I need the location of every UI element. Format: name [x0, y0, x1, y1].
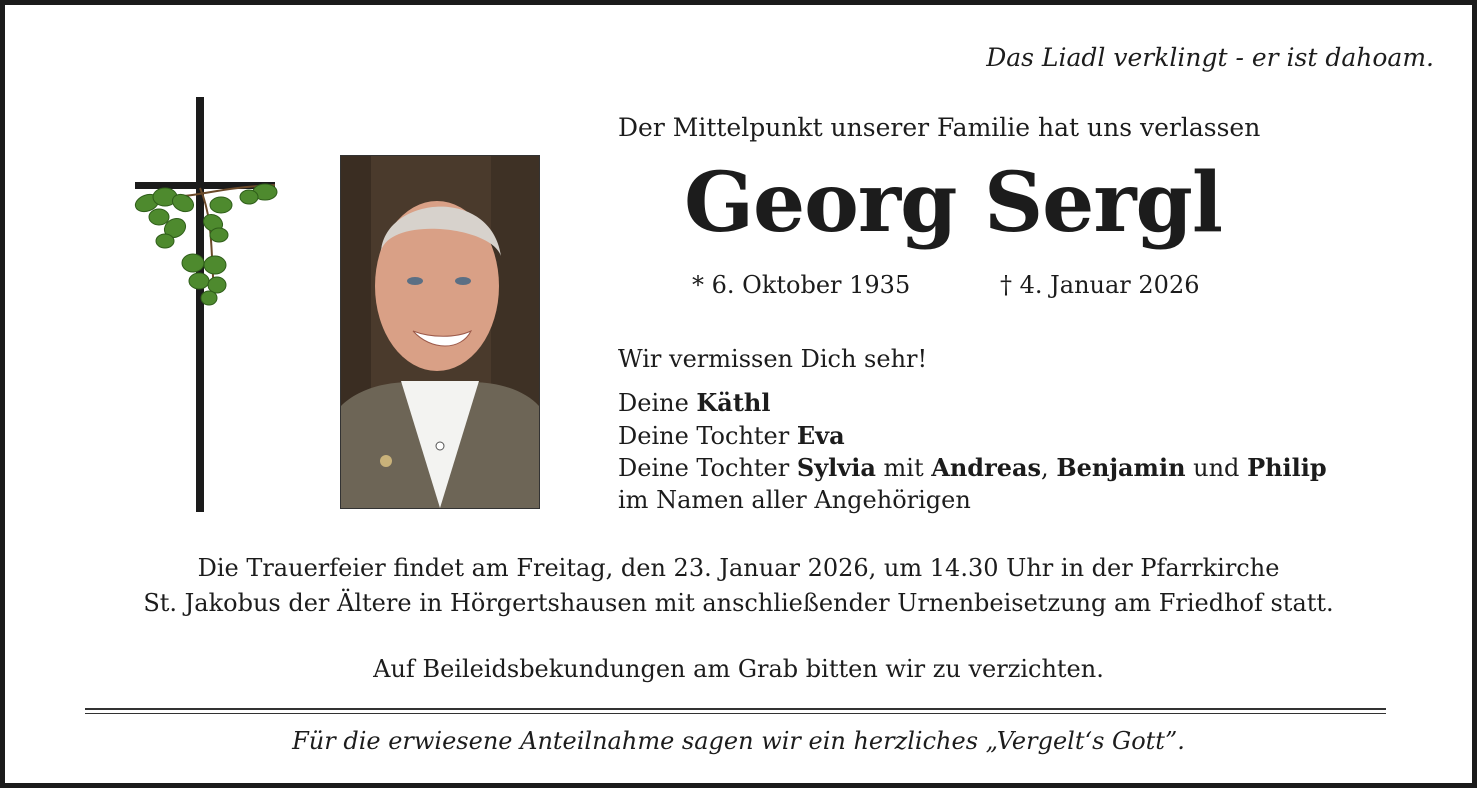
divider: [85, 713, 1386, 714]
service-line-1: Die Trauerfeier findet am Freitag, den 23. Januar 2026, um 14.30 Uhr in der Pfarrkirche: [197, 554, 1280, 582]
family-member-name: Philip: [1247, 453, 1327, 482]
family-member-name: Benjamin: [1056, 453, 1186, 482]
divider: [85, 708, 1386, 710]
birth-date: * 6. Oktober 1935: [692, 271, 911, 299]
connector-text: ,: [1041, 454, 1057, 482]
miss-text: Wir vermissen Dich sehr!: [618, 345, 928, 373]
family-line-prefix: Deine Tochter: [618, 422, 797, 450]
connector-text: mit: [875, 454, 932, 482]
family-line-4: im Namen aller Angehörigen: [618, 486, 971, 514]
service-line-2: St. Jakobus der Ältere in Hörgertshausen mit anschließender Urnenbeisetzung am Friedhof statt.: [143, 589, 1334, 617]
death-date: † 4. Januar 2026: [1000, 271, 1200, 299]
family-line-2: [618, 421, 845, 450]
family-line-prefix: Deine Tochter: [618, 454, 797, 482]
family-member-name: Eva: [796, 421, 845, 450]
thanks-text: Für die erwiesene Anteilnahme sagen wir ein herzliches „Vergelt‘s Gott”.: [292, 727, 1185, 755]
family-line-3: [618, 453, 1327, 482]
connector-text: und: [1185, 454, 1248, 482]
family-line-prefix: Deine: [618, 389, 697, 417]
family-member-name: Sylvia: [796, 453, 876, 482]
family-line-1: [618, 388, 770, 417]
condolence-note: Auf Beileidsbekundungen am Grab bitten wir zu verzichten.: [373, 655, 1104, 683]
cross-with-oak-leaves-icon: [125, 93, 290, 518]
motto: Das Liadl verklingt - er ist dahoam.: [986, 43, 1434, 72]
family-member-name: Käthl: [696, 388, 771, 417]
family-member-name: Andreas: [931, 453, 1042, 482]
portrait-photo: [340, 155, 540, 509]
intro-text: Der Mittelpunkt unserer Familie hat uns verlassen: [618, 113, 1261, 142]
deceased-name: Georg Sergl: [683, 155, 1223, 251]
